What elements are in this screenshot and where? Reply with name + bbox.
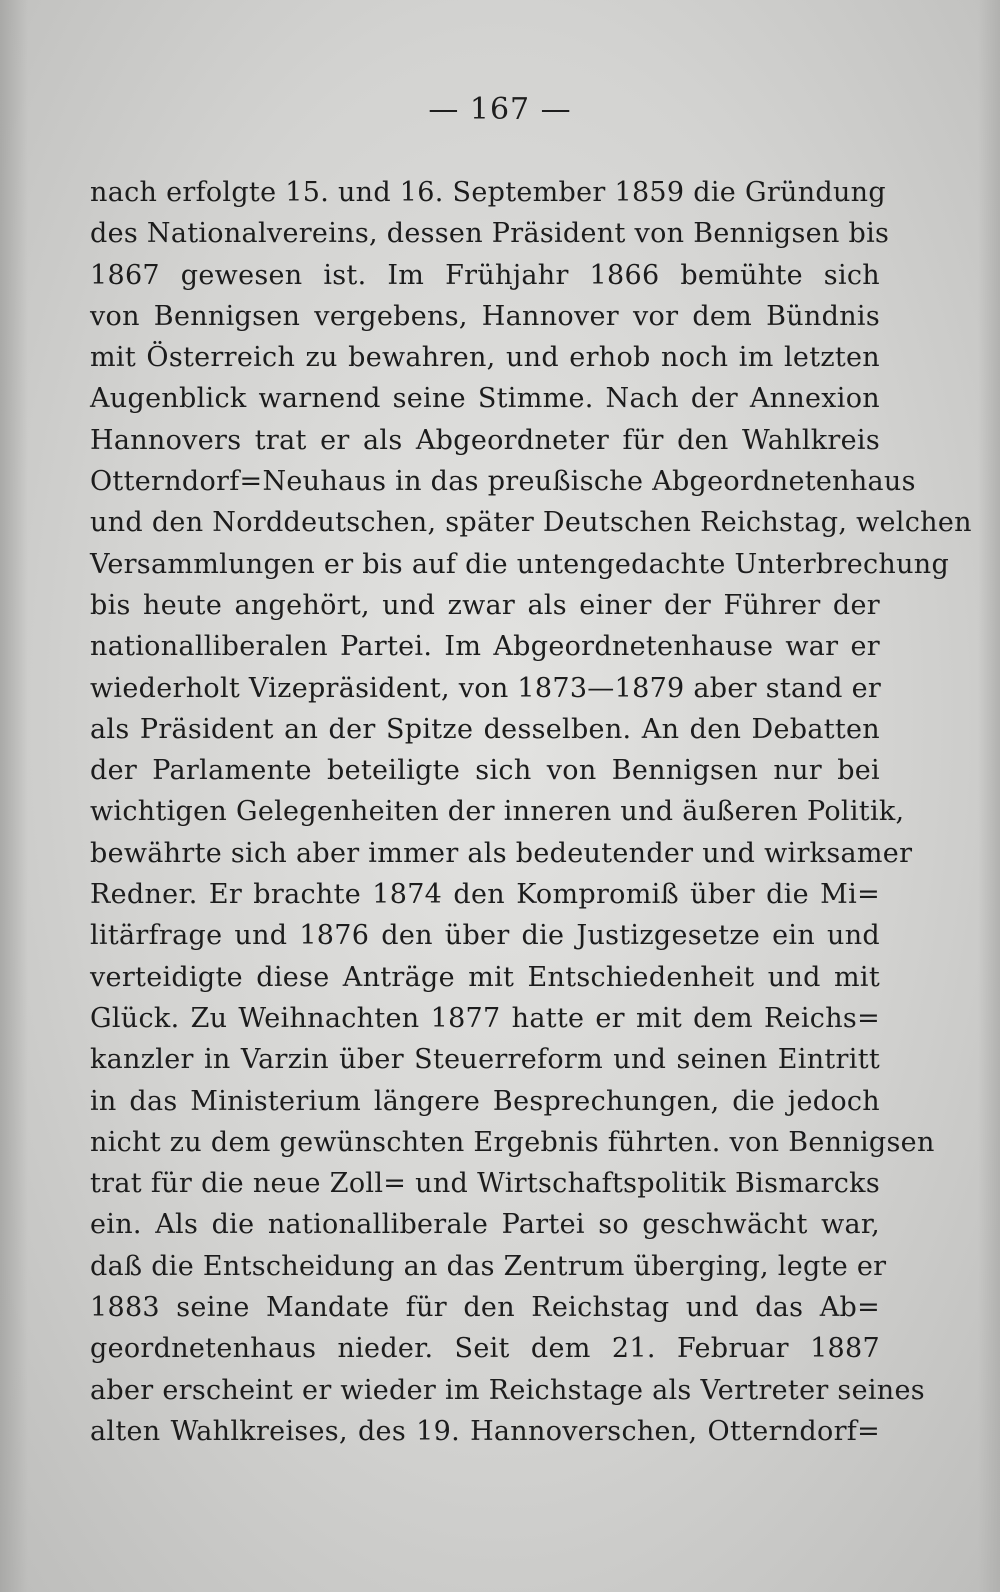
text-line: und den Norddeutschen, später Deutschen Reichstag, welchen [90,507,972,539]
text-line: bewährte sich aber immer als bedeutender und wirksamer [90,837,913,869]
text-line: in das Ministerium längere Besprechungen, die jedoch [90,1085,880,1117]
text-line: der Parlamente beteiligte sich von Bennigsen nur bei [90,755,880,787]
text-line: trat für die neue Zoll= und Wirtschaftspolitik Bismarcks [90,1168,880,1200]
page-number: — 167 — [428,92,572,127]
text-line: bis heute angehört, und zwar als einer der Führer der [90,589,880,621]
text-line: daß die Entscheidung an das Zentrum überging, legte er [90,1250,887,1282]
text-line: 1883 seine Mandate für den Reichstag und das Ab= [90,1292,880,1324]
text-line: Versammlungen er bis auf die untengedachte Unterbrechung [90,548,950,580]
text-line: nationalliberalen Partei. Im Abgeordnetenhause war er [90,631,880,663]
text-line: Hannovers trat er als Abgeordneter für den Wahlkreis [90,424,880,456]
text-line: kanzler in Varzin über Steuerreform und seinen Eintritt [90,1044,880,1076]
text-line: nach erfolgte 15. und 16. September 1859 die Gründung [90,177,886,208]
text-line: geordnetenhaus nieder. Seit dem 21. Februar 1887 [90,1333,880,1365]
text-line: als Präsident an der Spitze desselben. An den Debatten [90,713,880,745]
text-line: verteidigte diese Anträge mit Entschiedenheit und mit [90,961,880,993]
text-line: von Bennigsen vergebens, Hannover vor dem Bündnis [90,300,880,332]
body-text [90,172,972,1452]
text-line: Augenblick warnend seine Stimme. Nach der Annexion [90,383,880,415]
text-line: litärfrage und 1876 den über die Justizgesetze ein und [90,920,880,952]
text-line: wiederholt Vizepräsident, von 1873—1879 aber stand er [90,672,882,704]
text-line: mit Österreich zu bewahren, und erhob noch im letzten [90,342,880,374]
text-line: aber erscheint er wieder im Reichstage als Vertreter seines [90,1374,925,1406]
text-line: ein. Als die nationalliberale Partei so geschwächt war, [90,1209,880,1241]
text-line: Glück. Zu Weihnachten 1877 hatte er mit dem Reichs= [90,1002,880,1034]
page-shadow-left [0,0,28,1592]
text-line: des Nationalvereins, dessen Präsident von Bennigsen bis [90,218,890,250]
text-line: Otterndorf=Neuhaus in das preußische Abgeordnetenhaus [90,466,916,498]
text-line: Redner. Er brachte 1874 den Kompromiß über die Mi= [90,879,880,911]
text-line: 1867 gewesen ist. Im Frühjahr 1866 bemühte sich [90,259,880,291]
text-line: wichtigen Gelegenheiten der inneren und äußeren Politik, [90,796,905,828]
text-line: alten Wahlkreises, des 19. Hannoverschen, Otterndorf= [90,1415,880,1447]
page-shadow-right [978,0,1000,1592]
text-line: nicht zu dem gewünschten Ergebnis führten. von Bennigsen [90,1126,935,1158]
